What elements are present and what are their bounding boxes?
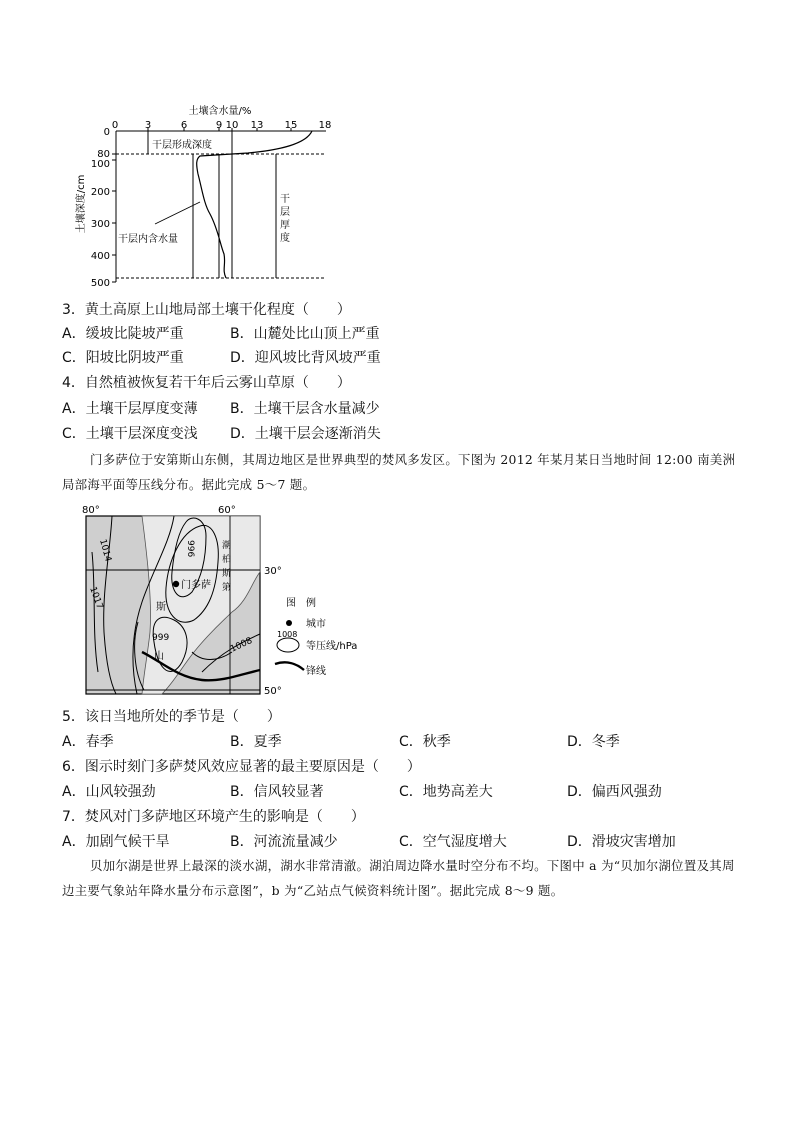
x-tick: 13	[250, 120, 264, 131]
y-tick: 80	[97, 149, 110, 160]
place-label: 第	[222, 583, 232, 593]
moisture-curve	[197, 131, 312, 278]
legend-city-symbol	[286, 620, 292, 626]
map-legend	[275, 596, 357, 677]
char: 度	[280, 233, 290, 244]
y-tick-labels	[91, 127, 110, 289]
q7-option-a[interactable]: A．加剧气候干旱	[62, 834, 170, 850]
x-tick: 0	[111, 120, 119, 131]
dry-depth-label: 干层形成深度	[152, 140, 212, 151]
figure1-title: 土壤含水量/%	[188, 106, 252, 117]
lat-label: 50°	[264, 686, 282, 697]
place-label: 山	[154, 651, 164, 662]
legend-front-symbol	[275, 662, 304, 670]
x-tick: 15	[284, 120, 298, 131]
q5-option-a[interactable]: A．春季	[62, 734, 114, 750]
q4-option-a[interactable]: A．土壤干层厚度变薄	[62, 401, 198, 417]
y-tick: 400	[90, 251, 110, 262]
q4-option-c[interactable]: C．土壤干层深度变浅	[62, 426, 198, 442]
char: 厚	[280, 220, 290, 231]
q6-option-b[interactable]: B．信风较显著	[230, 784, 324, 800]
q6-option-d[interactable]: D．偏西风强劲	[567, 784, 662, 800]
soil-moisture-chart	[70, 104, 340, 296]
legend-isobar: 等压线/hPa	[306, 641, 358, 652]
isobar-map-figure	[82, 502, 362, 698]
legend-isobar-symbol	[277, 638, 299, 652]
legend-city: 城市	[306, 619, 326, 630]
q3-option-c[interactable]: C．阳坡比阴坡严重	[62, 350, 184, 366]
isobar-map	[82, 502, 362, 698]
q5-stem: 5．该日当地所处的季节是（ ）	[62, 709, 281, 725]
q4-option-d[interactable]: D．土壤干层会逐渐消失	[230, 426, 381, 442]
isobar-label: 996	[185, 540, 195, 558]
dry-moisture-label: 干层内含水量	[118, 234, 178, 245]
q4-option-b[interactable]: B．土壤干层含水量减少	[230, 401, 380, 417]
y-axis-label: 土壤深度/cm	[76, 174, 87, 234]
dry-thickness-label	[278, 192, 292, 248]
q5-option-b[interactable]: B．夏季	[230, 734, 282, 750]
isobar-label: 1017	[87, 585, 105, 611]
place-label: 潮	[222, 541, 232, 551]
lat-label: 30°	[264, 566, 282, 577]
legend-isobar-value: 1008	[277, 630, 298, 639]
q5-option-c[interactable]: C．秋季	[399, 734, 451, 750]
legend-front: 锋线	[306, 666, 326, 677]
char: 层	[280, 207, 290, 218]
q3-option-d[interactable]: D．迎风坡比背风坡严重	[230, 350, 381, 366]
intro-paragraph-baikal: 贝加尔湖是世界上最深的淡水湖，湖水非常清澈。湖泊周边降水量时空分布不均。下图中 a 为“贝加尔湖位置及其周边主要气象站年降水量分布示意图”，b 为“乙站点气候资料统计图”。据此完成 8～9 题。	[62, 858, 735, 898]
q6-option-c[interactable]: C．地势高差大	[399, 784, 493, 800]
city-label-mendoza: 门多萨	[181, 580, 211, 591]
q7-option-d[interactable]: D．滑坡灾害增加	[567, 834, 676, 850]
q5-option-d[interactable]: D．冬季	[567, 734, 620, 750]
lon-label: 80°	[82, 505, 100, 516]
isobar-label: 1008	[229, 635, 255, 655]
q7-option-b[interactable]: B．河流流量减少	[230, 834, 338, 850]
place-label: 柏	[222, 555, 232, 565]
q7-option-c[interactable]: C．空气湿度增大	[399, 834, 507, 850]
intro-paragraph-mendoza: 门多萨位于安第斯山东侧，其周边地区是世界典型的焚风多发区。下图为 2012 年某月某日当地时间 12:00 南美洲局部海平面等压线分布。据此完成 5～7 题。	[62, 452, 736, 492]
x-tick: 6	[180, 120, 188, 131]
x-tick: 9	[215, 120, 223, 131]
x-tick: 18	[318, 120, 332, 131]
q3-stem: 3．黄土高原上山地局部土壤干化程度（ ）	[62, 302, 351, 318]
isobar-label: 999	[152, 633, 170, 643]
q3-option-b[interactable]: B．山麓处比山顶上严重	[230, 326, 380, 342]
y-tick: 200	[90, 187, 110, 198]
soil-moisture-figure	[70, 104, 340, 296]
lon-label: 60°	[218, 505, 236, 516]
q6-option-a[interactable]: A．山风较强劲	[62, 784, 156, 800]
q6-stem: 6．图示时刻门多萨焚风效应显著的最主要原因是（ ）	[62, 759, 421, 775]
legend-title: 图 例	[286, 598, 316, 609]
city-dot-mendoza	[173, 581, 179, 587]
q4-stem: 4．自然植被恢复若干年后云雾山草原（ ）	[62, 375, 351, 391]
y-tick: 500	[90, 278, 110, 289]
q7-stem: 7．焚风对门多萨地区环境产生的影响是（ ）	[62, 809, 365, 825]
y-tick: 100	[90, 159, 110, 170]
y-tick: 0	[103, 127, 110, 138]
x-tick: 3	[144, 120, 152, 131]
x-tick-labels	[112, 120, 332, 131]
q3-option-a[interactable]: A．缓坡比陡坡严重	[62, 326, 184, 342]
y-tick: 300	[90, 219, 110, 230]
place-label: 斯	[222, 569, 232, 579]
place-label: 斯	[156, 602, 166, 613]
char: 干	[280, 194, 290, 205]
isobar-label: 1014	[97, 538, 113, 563]
x-tick: 10	[225, 120, 239, 131]
